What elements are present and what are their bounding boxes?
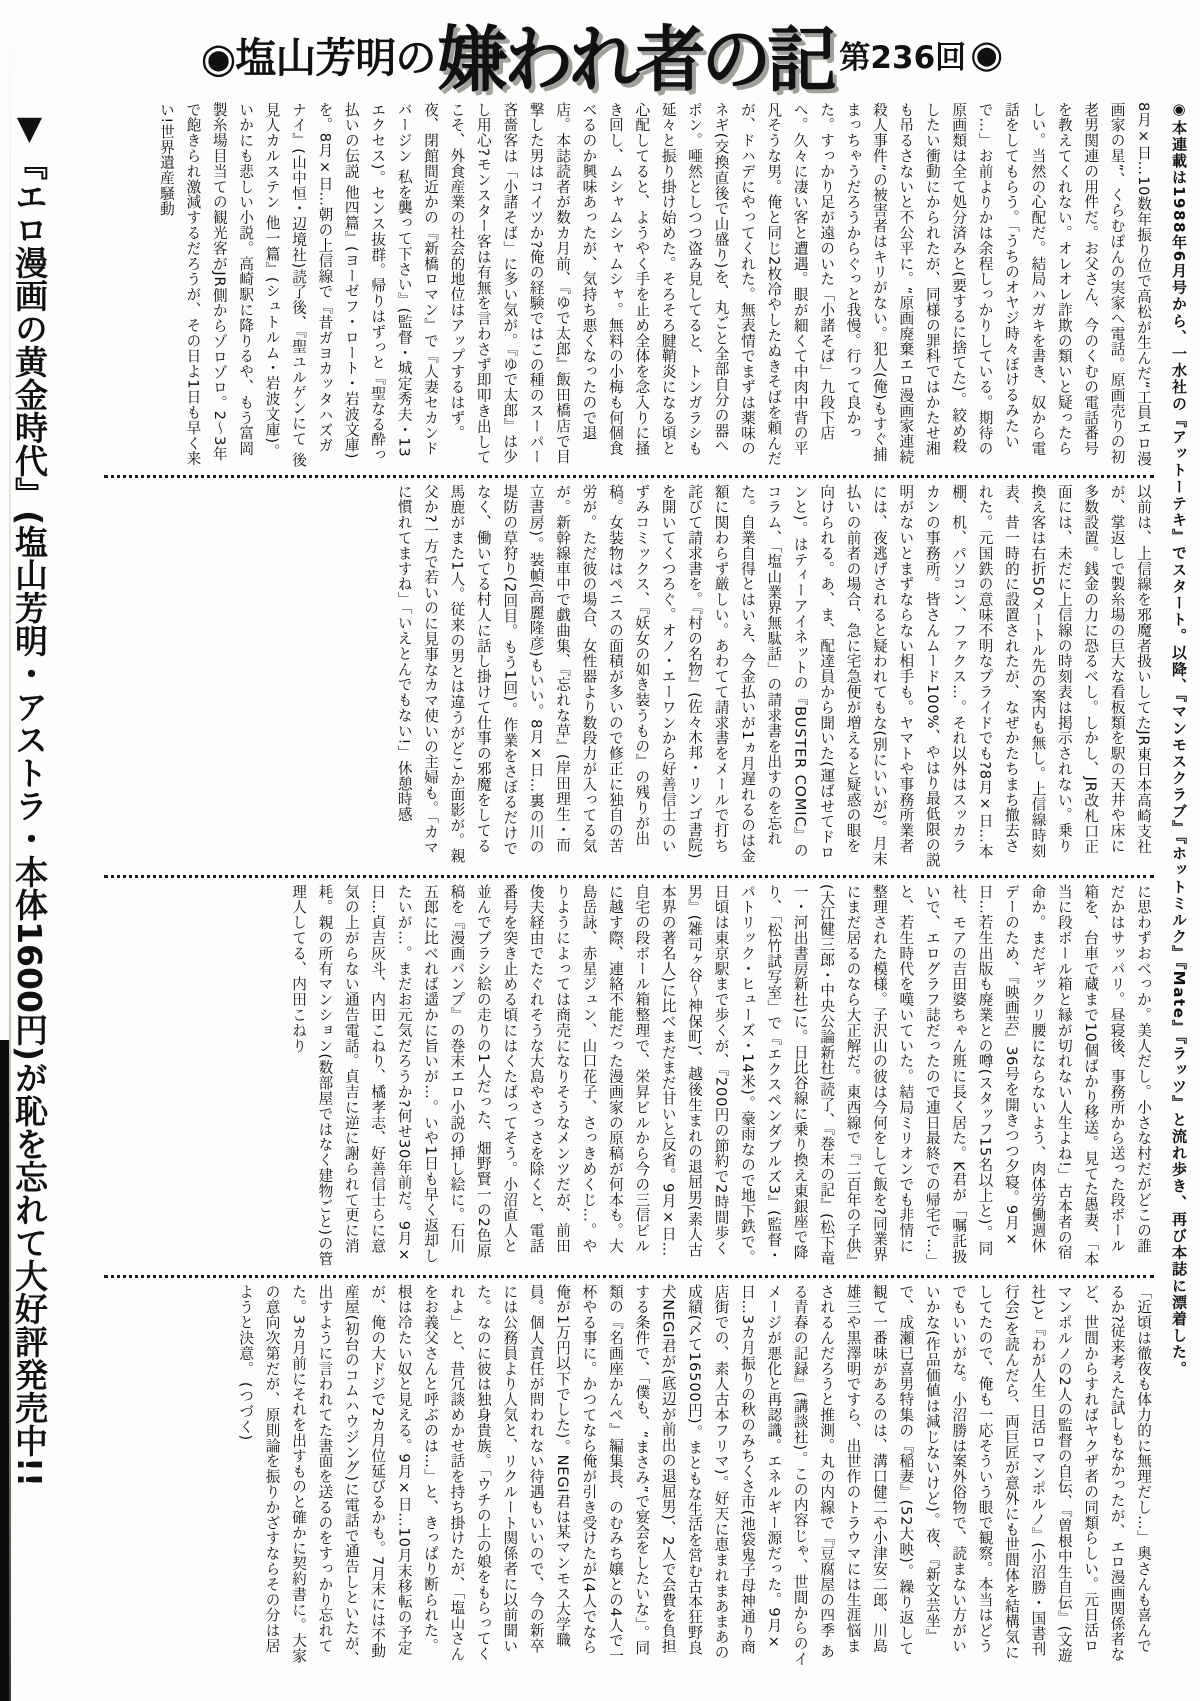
book-ad-headline: ▼『エロ漫画の黄金時代』(塩山芳明・アストラ・本体1600円)が恥を忘れて大好評発売中!! <box>9 108 49 1488</box>
diary-section-1: 8月×日…10数年振り位で高松が生んだ“工員エロ漫画家の星”、くらむぽんの実家へ電話。原画売りの初老男関連の用件だ。お父さん、今のくむの電話番号を教えてくれない。オレオレ詐欺の類いと疑ったらしい。当然の心配だ。結局ハガキを書き、奴から電話をしてもらう。「うちのオヤジ時々ぼけるみたいで…」お前よりかは余程しっかりしている。期待の原画類は全て処分済みと(要するに捨てた)。絞め殺したい衝動にかられたが、同様の罪科ではかたせ湘も吊るさないと不公平に。“原画廃棄エロ漫画家連続殺人事件”の被害者はキリがない。犯人(俺)もすぐ捕まっちゃうだろうからぐっと我慢。行って良かった。すっかり足が遠のいた「小諸そば」九段下店へ。久々に凄い客と遭遇。眼が細くて中肉中背の平凡そうな男。俺と同じ2枚冷やしたぬきそばを頼んだが、ドハデにやってくれた。無表情でまずは薬味のネギ(交換直後で山盛り)を、丸ごと全部自分の器へポン。唖然としつつ盗み見してると、トンガラシも延々と振り掛け始めた。そろそろ腱鞘炎になる頃と心配してると、ようやく手を止め全体を念入りに掻き回し、ムシャムシャムシャ。無料の小梅も何個食べるのか興味あったが、気持ち悪くなったので退店。本誌読者が数カ月前、『ゆで太郎』飯田橋店で目撃した男はコイツか?俺の経験ではこの種のスーパー吝嗇客は「小諸そば」に多い気が。『ゆで太郎』は少し用心?モンスター客は有無を言わさず即叩き出してこそ、外食産業の社会的地位はアップするはず。夜、閉館間近かの『新橋ロマン』で『人妻セカンドバージン 私を襲って下さい』(監督・城定秀夫・13エクセス)。センス抜群。帰りはずっと『聖なる酔っ払いの伝説 他四篇』(ヨーゼフ・ロート・岩波文庫)を。8月×日…朝の上信線で『昔ガヨカッタハズガナイ』(山中恒・辺境社)読了後、『聖ユルゲンにて 後見人カルステン 他一篇』(シュトルム・岩波文庫)。いかにも悲しい小説。高崎駅に降りるや、もう富岡製糸場目当ての観光客がJR側からゾロゾロ。2〜3年で飽きられ激減するだろうが、その日よ1日も早く来い!世界遺産騒動 <box>157 102 1152 468</box>
diary-section-2: 以前は、上信線を邪魔者扱いしてたJR東日本高崎支社が、掌返しで製糸場の巨大な看板類を駅の天井や床に多数設置。銭金の力に恐るべし。しかし、JR改札口正面には、未だに上信線の時刻表は掲示されない。乗り換え客は右折50メートル先の案内も無し。上信線時刻表、昔一時的に設置されたが、なぜかたちまち撤去された。元国鉄の意味不明なプライドでも?8月×日…本棚、机、パソコン、ファクス…。それ以外はスッカラカンの事務所。皆さんムード100%、やはり最低限の説明がないとまずならない相手も。ヤマトや事務所業者には、夜逃げされると疑われてもな(別にいいが)。月末払いの前者の場合、急に宅急便が増えると疑惑の眼を向けられる。あ、ま、配達員から聞いた(運ばせてドロンと)。はティーアイネットの『BUSTER COMIC』のコラム、「塩山業界無駄話」の請求書を出すのを忘れた。自業自得とはいえ、今金払いが1ヵ月遅れるのは金額に関わらず厳しい。あわてて請求書をメールで打ち詫びて請求書を。『村の名物』(佐々木邦・リンゴ書院)を開いてくつろぐ。オノ・エーワンから好善信士のいずみコミックス、『妖女の如き装うもの』の残りが出稿。女装物はペニスの面積が多いので修正に独自の苦労が。ただ彼の場合、女性器より数段力が入ってる気が。新幹線車中で戯曲集、『忘れな草』(岸田理生・而立書房)。装幀(高麗隆彦)もいい。8月×日…裏の川の堤防の草狩り(2回目。もう1回)。作業をさぼるだけでなく、働いてる村人に話し掛けて仕事の邪魔をしてる馬鹿がまた1人。従来の男とは違うがどこか面影が。親父か?一方で若いのに見事なカマ使いの主婦も。「カマに慣れてますね」「いえとんでもない!」休憩時感 <box>395 484 1152 868</box>
title-end-bullet-icon: ◉ <box>970 32 1004 76</box>
episode-number: 第236回 <box>839 39 967 76</box>
author-name-prefix: ◉塩山芳明の <box>200 33 436 82</box>
column-title: 嫌われ者の記 <box>437 17 834 102</box>
article-body <box>10 100 1194 1680</box>
section-divider-3 <box>104 1275 1154 1278</box>
section-divider-1 <box>104 475 1154 478</box>
left-ad-zone <box>10 100 102 1680</box>
lead-intro-column: ◉本連載は1988年6月号から、一水社の『アットーテキ』でスタート。以降、『マンモスクラブ』『ホットミルク』『Mate』『ラッツ』と流れ歩き、再び本誌に漂着した。 <box>1170 100 1188 1378</box>
diary-bands <box>102 100 1156 1680</box>
column-masthead <box>10 12 1194 102</box>
diary-section-4: 「近頃は徹夜も体力的に無理だし…」奥さんも喜んでるか?従来考えた試しもなかったが、エロ漫画関係者など、世間からすればヤクザ者の同類らしい。元日活ロマンポルノの2人の監督の自伝、『曽根中生自伝』(文遊社)と『わが人生 日活ロマンポルノ』(小沼勝・国書刊行会)を読んだら、両巨匠が意外にも世間体を結構気にしてたので、俺も一応そういう眼で観察。本当はどうでもいいがな。小沼勝は案外俗物で、読まない方がいいかな(作品価値は減じないけど)。夜、『新文芸坐』で、成瀬已喜男特集の『稲妻』(52大映)。繰り返して観て一番味があるのは、溝口健二や小津安二郎、川島雄三や黒澤明ですら、出世作のトラウマには生涯悩まされるんだろうと推測。丸の内線で『豆腐屋の四季 ある青春の記録』(講談社)。この内容じゃ、世間からのイメージが悪化と再認識。エネルギー源だった。9月×日…3カ月振りの秋のみちくさ市(池袋鬼子母神通り商店街での、素人古本フリマ)。好天に恵まれまあまあの成績(〆て16500円)。まともな生活を営む古本狂野良犬NEGI君が(底辺が前出の退屈男)、2人で会費を負担する条件で、「僕も、“まさみ”で宴会をしたいな」。同類の『名画座かんぺ』編集長、のむみち嬢との4人で一杯やる事に。かつてなら俺が引き受けたが(4人でなら俺が1万円以下でした)。NEGI君は某マンモス大学職員。個人責任が問われない待遇もいいので、今の新卒には公務員より人気と、リクルート関係者に以前聞いた。なのに彼は独身貴族。「ウチの上の娘をもらってくれよ」と、昔冗談めかせ話を持ち掛けたが、「塩山さんをお義父さんと呼ぶのは…」と、きっぱり断られた。根は冷たい奴と見える。9月×日…10月末移転の予定が、俺の大ドジで2カ月位延びるかも。7月末には不動産屋(初台のコムハウジング)に電話で通告しといたが、出すように言われてた書面を送るのをすっかり忘れてた。3カ月前にそれを出すものと確かに契約書に。大家の意向次第だが、原則論を振りかざすならその分は居ようと決意。 (つづく) <box>237 1284 1152 1667</box>
section-divider-2 <box>104 875 1154 878</box>
diary-section-3: に思わずおべっか。美人だし。小さな村だがどこの誰だかはサッパリ。昼寝後、事務所から送った段ボール箱を、台車で蔵まで10個ばかり移送。見てた愚妻、「本当に段ボール箱と縁が切れない人生よね!」古本者の宿命か。まだギックリ腰にならないよう、肉体労働週休デーのため、『映画芸』36号を開きつつ夕寝。9月×日…若生出版も廃業との噂(スタッフ15名以上と)。同社、モアの吉田婆ちゃん班に長く居た。K君が「嘱託扱いで、エログラフ誌だったので連日最終での帰宅で…」と、若生時代を嘆いていた。結局ミリオンでも非情に整理された模様。子沢山の彼は今何をして飯を?同業界にまだ居るのなら大正解だ。東西線で『二百年の子供』(大江健三郎・中央公論新社)読了、『巻末の記』(松下竜一・河出書房新社)に。日比谷線に乗り換え東銀座で降り、「松竹試写室」で『エクスペンダブルズ3』(監督・パトリック・ヒューズ・14米)。豪雨なので地下鉄で。日頃は東京駅まで歩くが、『200円の節約で2時間歩く男』(雑司ヶ谷〜神保町)、越後生まれの退屈男(素人古本界の著名人)に比べまだまだ甘いと反省。9月×日…自宅の段ボール箱整理で、栄昇ビルから今の三信ビルに越す際、連絡不能だった漫画家の原稿が何本も。大島岳詠、赤星ジュン、山口花子、さっきめくじ…。やりようによっては商売になりそうなメンツだが、前田俊夫経由でたぐれそうな大島やさっさを除くと、電話番号を突き止める頃にはくたばってそう。小沼直人と並んでブラシ絵の走りの1人だった、畑野賢一の2色原稿を『漫画バンプ』の巻末エロ小説の挿し絵に。石川五郎に比べれば遥かに旨いが…。いや1日も早く返却したいが…。まだお元気だろうか?何せ30年前だ。9月×日…貞吉灰斗、内田こねり、橘孝志、好善信士らに意気の上がらない通告電話。貞吉に逆に謝られて更に消耗。親の所有マンション(数部屋ではなく建物ごと)の管理人してる、内田こねり <box>290 884 1152 1267</box>
page-edge-bar <box>0 1040 9 1701</box>
